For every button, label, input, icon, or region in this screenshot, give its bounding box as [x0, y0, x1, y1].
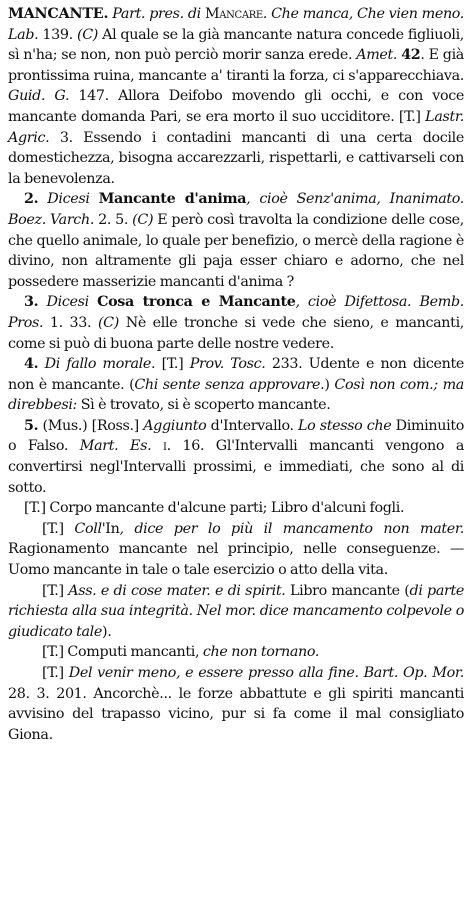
citation-source: Lastr. Agric. — [8, 108, 464, 146]
definition: Di fallo morale. — [38, 356, 156, 373]
entry-paragraph-10 — [8, 663, 464, 745]
headword: MANCANTE. — [8, 6, 109, 22]
source-mark: (C) — [97, 314, 119, 331]
sense-number: 5. — [24, 417, 39, 434]
entry-paragraph-5: 5. (Mus.) [Ross.] Aggiunto d'Intervallo. Lo stesso che Diminuito o Falso. Mart. Es. i. 16. Gl'Intervalli mancanti vengono a convertirsi negl'Intervalli prossimi, e immediati, che sono al di sotto. — [8, 417, 465, 496]
entry-paragraph-6 — [8, 498, 464, 519]
definition: . Che manca, Che vien meno. Lab. — [8, 6, 464, 43]
citation-source: Amet. — [356, 47, 398, 64]
quote-text: Nè elle tronche si vede che sieno, e mancanti, come si può di buona parte delle nostre vedere. — [8, 314, 464, 352]
quote-text: Al quale se la già mancante natura concede figliuoli, sì n'ha; se non, non può perciò morir sanza erede. — [8, 26, 464, 64]
quote-text: 28. 3. 201. Ancorchè... le forze abbattute e gli spiriti mancanti avvisino del trapasso vicino, pur si fa come il mal consigliato Giona. — [8, 685, 464, 743]
quote-text: Sì è trovato, si è scoperto mancante. — [77, 397, 331, 414]
sense-headword: Cosa tronca e Mancante — [97, 294, 296, 311]
citation-number: 2. 5. — [94, 211, 133, 228]
definition: , dice per lo più il mancamento non mater. — [119, 520, 464, 537]
quote-text: Ragionamento mancante nel principio, nelle conseguenze. — Uomo mancante in tale o tale esercizio o atto della vita. — [8, 541, 464, 579]
domain-label: (Mus.) [Ross.] — [38, 417, 144, 434]
citation-source: Mart. Es. — [79, 438, 152, 455]
definition: Lo stesso che — [298, 417, 392, 434]
sense-number: 4. — [24, 356, 39, 373]
definition: Coll' — [74, 520, 106, 537]
entry-paragraph-7: [T.] Coll'In, dice per lo più il mancamento non mater. Ragionamento mancante nel principio, nelle conseguenze. — Uomo mancante in tale o tale esercizio o atto della vita. — [8, 520, 464, 579]
cross-reference: Mancare — [204, 6, 263, 22]
source-mark: [T.] — [161, 356, 184, 373]
definition: Del venir meno, e essere presso alla fine. Bart. Op. Mor. — [68, 665, 465, 681]
entry-paragraph-2 — [8, 189, 464, 292]
quote-text: E però così travolta la condizione delle cose, che quello animale, lo quale per benefizio, o mercè della ragione è divino, non altramente gli paja esser chiaro e adorno, che nel possedere masserizie mancanti d'anima ? — [8, 211, 464, 290]
quote-text: Corpo mancante d'alcune parti; Libro d'alcuni fogli. — [45, 500, 405, 517]
quote-text: 147. Allora Deifobo movendo gli occhi, e con voce mancante domanda Pari, se era morto il suo ucciditore. — [8, 88, 464, 125]
quote-text: Computi mancanti, — [63, 644, 203, 661]
definition: , cioè Senz'anima, Inanimato. Boez. Varch. — [8, 191, 465, 228]
quote-text: 3. Essendo i contadini mancanti di una certa docile domestichezza, bisogna accarezzarli, rispettarli, e cattivarseli con la benevolenza. — [8, 129, 464, 187]
definition: Dicesi — [38, 294, 98, 311]
source-mark: [T.] — [24, 500, 46, 517]
sense-number: 2. — [24, 191, 39, 208]
source-mark: [T.] — [42, 582, 64, 599]
sense-number: 3. — [24, 294, 39, 311]
citation-number: 42 — [401, 47, 421, 64]
source-mark: [T.] — [42, 644, 64, 661]
quote-text: . 16. Gl'Intervalli mancanti vengono a convertirsi negl'Intervalli prossimi, e immediati, che sono al di sotto. — [8, 438, 465, 496]
grammar-note: Part. pres. di — [108, 6, 205, 22]
gloss: che non tornano. — [202, 644, 320, 661]
source-mark: [T.] — [42, 665, 64, 681]
entry-paragraph-8: [T.] Ass. e di cose mater. e di spirit. Libro mancante (di parte richiesta alla sua integrità. Nel mor. dice mancamento colpevole o giudicato tale). — [8, 582, 465, 640]
quote-text: Libro mancante ( — [285, 582, 410, 599]
entry-paragraph-9 — [8, 642, 464, 663]
entry-paragraph-4: 4. Di fallo morale. [T.] Prov. Tosc. 233. Udente e non dicente non è mancante. (Chi sente senza approvare.) Così non com.; ma direbbesi: Sì è trovato, si è scoperto mancante. — [8, 356, 465, 414]
source-mark: (C) — [132, 211, 154, 228]
citation-number: 139. — [38, 26, 77, 43]
citation-source: Guid. G. — [8, 88, 70, 105]
entry-paragraph-1 — [8, 4, 464, 189]
citation-number: 1. 33. — [43, 314, 98, 331]
entry-paragraph-3 — [8, 292, 464, 354]
definition: , cioè Difettosa. Bemb. Pros. — [8, 294, 464, 331]
gloss: Chi sente senza approvare. — [134, 376, 325, 393]
sense-headword: Mancante d'anima — [98, 191, 247, 208]
gloss: di parte richiesta alla sua integrità. Nel mor. dice mancamento colpevole o giudicato tale — [8, 582, 465, 640]
quote-text: 233. Udente e non dicente non è mancante. ( — [8, 356, 465, 393]
definition: Ass. e di cose mater. e di spirit. — [68, 582, 286, 599]
citation-source: Prov. Tosc. — [189, 356, 266, 373]
definition: Dicesi — [38, 191, 99, 208]
usage-note: Così non com.; ma direbbesi: — [8, 376, 464, 414]
quote-text: . E già prontissima ruina, mancante a' tiranti la forza, ci s'apparecchiava. — [8, 47, 464, 84]
citation-number: i — [162, 438, 167, 455]
source-mark: [T.] — [42, 520, 64, 537]
definition: Aggiunto — [143, 417, 207, 434]
source-mark: (C) — [76, 26, 99, 43]
source-mark: [T.] — [398, 108, 421, 125]
